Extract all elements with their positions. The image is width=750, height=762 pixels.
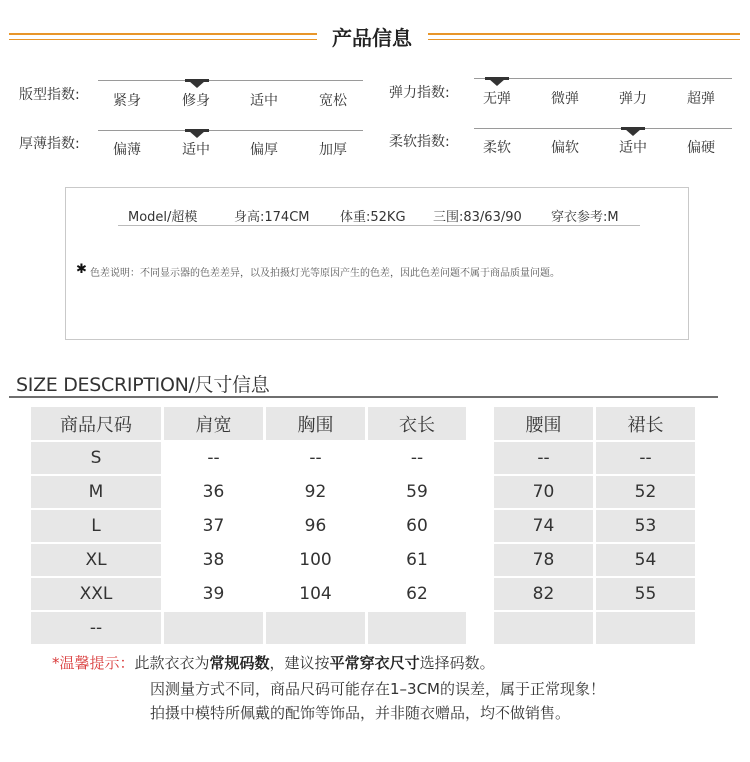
size-table-cell: 53 <box>596 510 695 542</box>
tips-line-1 <box>52 652 495 673</box>
size-table-header: 腰围 <box>494 407 593 440</box>
size-table-cell: -- <box>494 442 593 474</box>
size-table-cell <box>596 612 695 644</box>
tips-label: *温馨提示： <box>52 654 135 672</box>
fit-index-marker-icon <box>189 81 205 88</box>
model-measurements: 三围:83/63/90 <box>433 210 522 225</box>
size-table-cell: 82 <box>494 578 593 610</box>
size-table-cell: XXL <box>31 578 161 610</box>
size-table-header: 胸围 <box>266 407 365 440</box>
size-table-cell: -- <box>31 612 161 644</box>
size-table-header: 肩宽 <box>164 407 263 440</box>
thickness-index-scale-line <box>98 130 363 131</box>
softness-index-marker-icon <box>625 129 641 136</box>
size-table-cell: S <box>31 442 161 474</box>
size-table-cell: -- <box>309 448 322 468</box>
thickness-index-option: 适中 <box>182 142 210 158</box>
size-table-cell: 92 <box>304 482 327 502</box>
fit-index-scale-line <box>98 80 363 81</box>
size-table-cell: -- <box>596 442 695 474</box>
thickness-index-marker-icon <box>189 131 205 138</box>
size-table-cell: 62 <box>406 584 428 604</box>
page-title: 产品信息 <box>332 26 412 50</box>
size-table-cell: 59 <box>406 482 428 502</box>
size-table-cell: -- <box>207 448 220 468</box>
size-section-title: SIZE DESCRIPTION/尺寸信息 <box>16 374 270 396</box>
model-height: 身高:174CM <box>234 210 310 225</box>
size-table-cell: -- <box>410 448 424 468</box>
elasticity-index-option: 无弹 <box>483 91 511 107</box>
size-table-cell: 54 <box>596 544 695 576</box>
fit-index-option: 紧身 <box>113 93 141 109</box>
elasticity-index-option: 微弹 <box>551 91 579 107</box>
tips-text: 选择码数。 <box>419 654 495 672</box>
model-size-reference: 穿衣参考:M <box>551 210 619 225</box>
softness-index-option: 偏硬 <box>687 140 715 156</box>
fit-index-label: 版型指数: <box>19 87 80 103</box>
fit-index-option: 宽松 <box>319 93 347 109</box>
header-rule-left-top <box>9 33 317 35</box>
softness-index-option: 适中 <box>619 140 647 156</box>
size-table-cell: 78 <box>494 544 593 576</box>
size-table-cell <box>368 612 466 644</box>
size-table-cell: 74 <box>494 510 593 542</box>
tips-text: ，建议按 <box>269 654 330 672</box>
size-table-cell <box>266 612 365 644</box>
softness-index-option: 柔软 <box>483 140 511 156</box>
size-table-cell: 104 <box>299 584 332 604</box>
elasticity-index-marker-icon <box>489 79 505 86</box>
color-difference-note: 色差说明：不同显示器的色差差异，以及拍摄灯光等原因产生的色差，因此色差问题不属于商品质量问题。 <box>90 268 560 279</box>
model-name: Model/超模 <box>128 210 198 225</box>
elasticity-index-option: 超弹 <box>687 91 715 107</box>
size-table-cell: 70 <box>494 476 593 508</box>
fit-index-option: 适中 <box>250 93 278 109</box>
size-table-cell: 38 <box>202 550 225 570</box>
tips-line-2: 因测量方式不同，商品尺码可能存在1–3CM的误差，属于正常现象！ <box>150 680 606 698</box>
elasticity-index-option: 弹力 <box>619 91 647 107</box>
model-info-divider <box>118 225 640 226</box>
size-table-cell: 100 <box>299 550 332 570</box>
size-table-cell: 52 <box>596 476 695 508</box>
size-table-header: 衣长 <box>368 407 466 440</box>
softness-index-label: 柔软指数: <box>389 134 450 150</box>
elasticity-index-scale-line <box>474 78 732 79</box>
size-table-cell: 39 <box>202 584 225 604</box>
size-table-cell: 61 <box>406 550 428 570</box>
size-table-header: 裙长 <box>596 407 695 440</box>
size-table-cell: L <box>31 510 161 542</box>
thickness-index-option: 偏厚 <box>250 142 278 158</box>
size-table-header: 商品尺码 <box>31 407 161 440</box>
tips-emphasis: 常规码数 <box>209 654 270 672</box>
size-table-cell <box>164 612 263 644</box>
thickness-index-label: 厚薄指数: <box>19 136 80 152</box>
model-weight: 体重:52KG <box>340 210 406 225</box>
header-rule-right-bottom <box>428 39 740 40</box>
size-table-cell: 55 <box>596 578 695 610</box>
fit-index-option: 修身 <box>182 93 210 109</box>
softness-index-option: 偏软 <box>551 140 579 156</box>
tips-emphasis: 平常穿衣尺寸 <box>329 654 420 672</box>
size-table-cell: 60 <box>406 516 428 536</box>
thickness-index-option: 偏薄 <box>113 142 141 158</box>
size-table-cell: XL <box>31 544 161 576</box>
header-rule-left-bottom <box>9 39 317 40</box>
header-rule-right-top <box>428 33 740 35</box>
size-table-cell: 36 <box>202 482 225 502</box>
size-table-cell: M <box>31 476 161 508</box>
tips-text: 此款衣衣为 <box>134 654 210 672</box>
size-table-cell: 96 <box>304 516 327 536</box>
size-section-rule <box>9 396 718 398</box>
softness-index-scale-line <box>474 128 732 129</box>
thickness-index-option: 加厚 <box>319 142 347 158</box>
asterisk-icon: ✱ <box>76 262 87 277</box>
size-table-cell: 37 <box>202 516 225 536</box>
elasticity-index-label: 弹力指数: <box>389 85 450 101</box>
tips-line-3: 拍摄中模特所佩戴的配饰等饰品，并非随衣赠品，均不做销售。 <box>150 704 571 722</box>
size-table-cell <box>494 612 593 644</box>
